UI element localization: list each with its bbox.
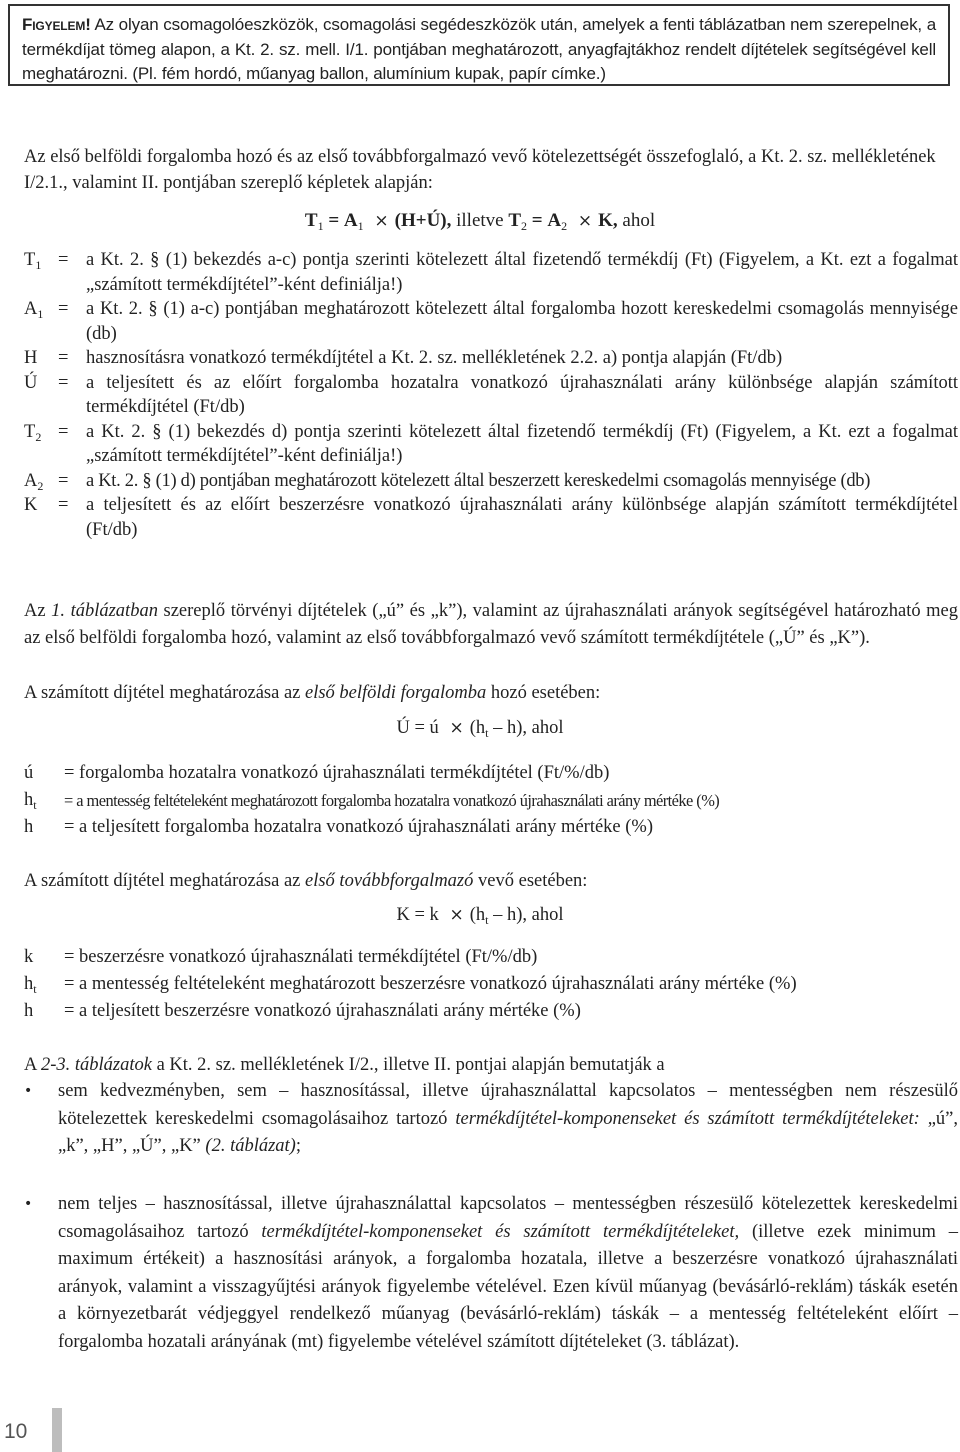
first-reseller-heading: A számított díjtétel meghatározása az első továbbforgalmazó vevő esetében: bbox=[24, 871, 588, 891]
bullet-icon: • bbox=[24, 1083, 33, 1099]
variable-item: $h_t$ = a mentesség feltételeként meghatározott forgalomba hozatalra vonatkozó újrahasználati arány mértéke (%) bbox=[24, 790, 720, 812]
page-margin-bar bbox=[52, 1408, 62, 1452]
variable-list-u bbox=[24, 760, 958, 841]
definition-item: K = a teljesített és az előírt beszerzésre vonatkozó újrahasználati arány különbsége alapján számított termékdíjtétel (Ft/db) bbox=[24, 495, 958, 540]
definition-item: Ú = a teljesített és az előírt forgalomba hozatalra vonatkozó újrahasználati arány különbsége alapján számított termékdíjtétel (Ft/db) bbox=[24, 372, 958, 417]
tables-intro-paragraph: A 2-3. táblázatok a Kt. 2. sz. mellékletének I/2., illetve II. pontjai alapján bemutatják a bbox=[24, 1055, 665, 1075]
variable-item: k = beszerzésre vonatkozó újrahasználati termékdíjtétel (Ft/%/db) bbox=[24, 947, 538, 967]
formula-u: Ú = ú × $(h_t - h)$, ahol bbox=[396, 718, 564, 740]
table-reference-paragraph: Az 1. táblázatban szereplő törvényi díjtételek („ú” és „k”), valamint az újrahasználati arányok segítségével határozható meg az első belföldi forgalomba hozó, valamint az első továbbforgalmazó vevő számított termékdíjtétele („Ú” és „K”). bbox=[24, 601, 959, 648]
notice-title: Figyelem! bbox=[22, 15, 91, 34]
notice-text: Az olyan csomagolóeszközök, csomagolási segédeszközök után, amelyek a fenti táblázatban nem szerepelnek, a termékdíjat tömeg alapon, a Kt. 2. sz. mell. I/1. pontjában meghatározott, anyagfajtákhoz rendelt díjtételek segítségével kell meghatározni. (Pl. fém hordó, műanyag ballon, alumínium kupak, papír címke.) bbox=[22, 15, 936, 83]
variable-item: ú = forgalomba hozatalra vonatkozó újrahasználati termékdíjtétel (Ft/%/db) bbox=[24, 763, 610, 783]
definition-list bbox=[24, 248, 958, 542]
definition-item: $T_2$ = a Kt. 2. § (1) bekezdés d) pontja szerinti kötelezett által fizetendő termékdíj (Ft) (Figyelem, a Kt. ezt a fogalmat „számított termékdíjtétel”-ként definiálja!) bbox=[24, 421, 958, 466]
bullet-item-no-exemption: • sem kedvezményben, sem – hasznosítással, illetve újrahasználattal kapcsolatos – mentességben nem részesülő kötelezettek kereskedelmi csomagolásaihoz tartozó termékdíjtétel-komponenseket és számított termékdíjtételeket: „ú”, „k”, „H”, „Ú”, „K” (2. táblázat); bbox=[24, 1078, 958, 1161]
formula-t1-t2: $T_1 = A_1$ × (H+Ú), illetve $T_2 = A_2 \times K$, ahol bbox=[304, 210, 656, 233]
variable-item: h = a teljesített beszerzésre vonatkozó újrahasználati arány mértéke (%) bbox=[24, 1001, 581, 1021]
page-number: 10 bbox=[4, 1420, 28, 1443]
definition-item: $T_1$ = a Kt. 2. § (1) bekezdés a-c) pontja szerinti kötelezett által fizetendő termékdíj (Ft) (Figyelem, a Kt. ezt a fogalmat „számított termékdíjtétel”-ként definiálja!) bbox=[24, 250, 958, 295]
variable-item: $h_t$ = a mentesség feltételeként meghatározott beszerzésre vonatkozó újrahasználati arány mértéke (%) bbox=[24, 974, 797, 996]
bullet-item-partial-exemption: • nem teljes – hasznosítással, illetve újrahasználattal kapcsolatos – mentességben részesülő kötelezettek kereskedelmi csomagolásaihoz tartozó termékdíjtétel-komponenseket és számított termékdíjtételeket, (illetve ezek minimum – maximum értékeit) a hasznosítási arányok, a forgalomba hozatala, illetve a beszerzésre vonatkozó újrahasználati arányok, valamint a visszagyűjtési arányok figyelembe vételével. Ezen kívül műanyag (bevásárló-reklám) táskák esetén a környezetbarát védjeggyel rendelkező műanyag (bevásárló-reklám) táskák – a mentesség feltételeként előírt – forgalomba hozatali arányának (mt) figyelembe vételével számított díjtételeket (3. táblázat). bbox=[24, 1191, 958, 1356]
definition-item: $A_1$ = a Kt. 2. § (1) a-c) pontjában meghatározott kötelezett által forgalomba hozott kereskedelmi csomagolás mennyisége (db) bbox=[24, 299, 958, 344]
definition-item: H = hasznosításra vonatkozó termékdíjtétel a Kt. 2. sz. mellékletének 2.2. a) pontja alapján (Ft/db) bbox=[24, 348, 783, 368]
formula-k: $K = k \times (h_t - h)$, ahol bbox=[396, 905, 564, 927]
variable-item: h = a teljesített forgalomba hozatalra vonatkozó újrahasználati arány mértéke (%) bbox=[24, 817, 653, 837]
notice-box bbox=[8, 4, 950, 86]
first-distributor-heading: A számított díjtétel meghatározása az első belföldi forgalomba hozó esetében: bbox=[24, 683, 601, 703]
intro-paragraph: Az első belföldi forgalomba hozó és az első továbbforgalmazó vevő kötelezettségét összefoglaló, a Kt. 2. sz. mellékletének I/2.1., valamint II. pontjában szereplő képletek alapján: bbox=[24, 147, 936, 193]
definition-item: $A_2$ = a Kt. 2. § (1) d) pontjában meghatározott kötelezett által beszerzett kereskedelmi csomagolás mennyisége (db) bbox=[24, 470, 871, 493]
variable-list-k bbox=[24, 944, 958, 1025]
bullet-icon: • bbox=[24, 1196, 33, 1212]
